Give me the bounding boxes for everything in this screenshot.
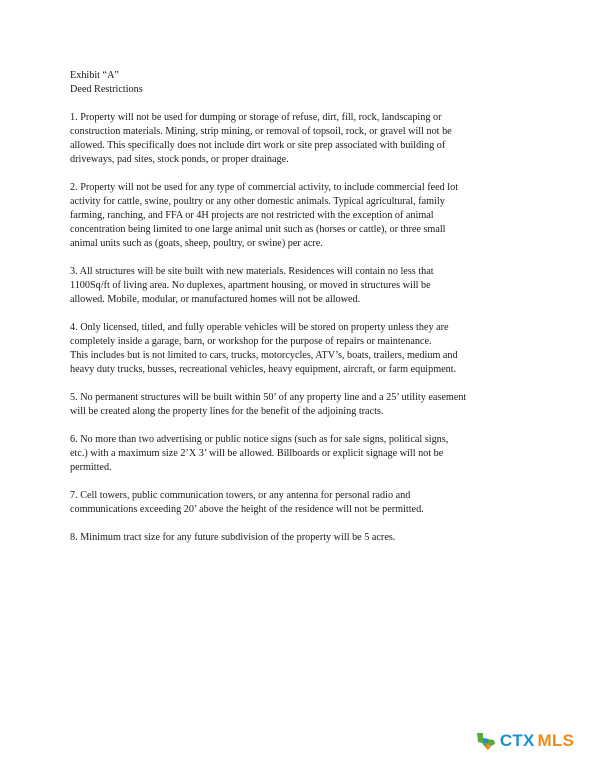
exhibit-label: Exhibit “A” <box>70 70 119 81</box>
restriction-line: allowed. This specifically does not include dirt work or site prep associated with building of <box>70 140 446 151</box>
restriction-line: construction materials. Mining, strip mining, or removal of topsoil, rock, or gravel will not be <box>70 126 452 137</box>
document-body <box>70 69 536 559</box>
logo-text-mls: MLS <box>537 731 574 750</box>
ctxmls-logo <box>475 731 574 751</box>
restriction-line: concentration being limited to one large animal unit such as (horses or cattle), or three small <box>70 224 446 235</box>
restriction-line: 4. Only licensed, titled, and fully operable vehicles will be stored on property unless they are <box>70 322 449 333</box>
restriction-line: activity for cattle, swine, poultry or any other domestic animals. Typical agricultural, family <box>70 196 445 207</box>
restriction-line: farming, ranching, and FFA or 4H projects are not restricted with the exception of animal <box>70 210 434 221</box>
restriction-paragraph <box>70 181 536 251</box>
restriction-paragraph <box>70 391 536 419</box>
restriction-line: etc.) with a maximum size 2’X 3’ will be allowed. Billboards or explicit signage will not be <box>70 448 444 459</box>
restriction-paragraph <box>70 111 536 167</box>
restriction-line: 2. Property will not be used for any type of commercial activity, to include commercial feed lot <box>70 182 459 193</box>
restriction-line: permitted. <box>70 462 112 473</box>
document-title: Deed Restrictions <box>70 84 143 95</box>
restriction-line: allowed. Mobile, modular, or manufactured homes will not be allowed. <box>70 294 361 305</box>
restriction-line: communications exceeding 20’ above the height of the residence will not be permitted. <box>70 504 424 515</box>
restriction-line: animal units such as (goats, sheep, poultry, or swine) per acre. <box>70 238 323 249</box>
restriction-paragraph <box>70 265 536 307</box>
restrictions-list <box>70 111 536 545</box>
restriction-line: 6. No more than two advertising or public notice signs (such as for sale signs, political signs, <box>70 434 449 445</box>
restriction-line: 3. All structures will be site built with new materials. Residences will contain no less that <box>70 266 434 277</box>
restriction-paragraph <box>70 433 536 475</box>
restriction-line: completely inside a garage, barn, or workshop for the purpose of repairs or maintenance. <box>70 336 432 347</box>
restriction-line: heavy duty trucks, busses, recreational vehicles, heavy equipment, aircraft, or farm equipment. <box>70 364 457 375</box>
restriction-paragraph <box>70 489 536 517</box>
logo-text-ctx: CTX <box>499 731 535 750</box>
texas-state-icon <box>475 731 497 751</box>
restriction-line: driveways, pad sites, stock ponds, or proper drainage. <box>70 154 289 165</box>
restriction-paragraph <box>70 531 536 545</box>
restriction-line: 8. Minimum tract size for any future subdivision of the property will be 5 acres. <box>70 532 396 543</box>
restriction-line: 7. Cell towers, public communication towers, or any antenna for personal radio and <box>70 490 411 501</box>
restriction-line: will be created along the property lines for the benefit of the adjoining tracts. <box>70 406 384 417</box>
restriction-line: 1. Property will not be used for dumping or storage of refuse, dirt, fill, rock, landscaping or <box>70 112 442 123</box>
restriction-line: 1100Sq/ft of living area. No duplexes, apartment housing, or moved in structures will be <box>70 280 431 291</box>
restriction-paragraph <box>70 321 536 377</box>
restriction-line: This includes but is not limited to cars, trucks, motorcycles, ATV’s, boats, trailers, medium and <box>70 350 458 361</box>
restriction-line: 5. No permanent structures will be built within 50’ of any property line and a 25’ utility easement <box>70 392 467 403</box>
